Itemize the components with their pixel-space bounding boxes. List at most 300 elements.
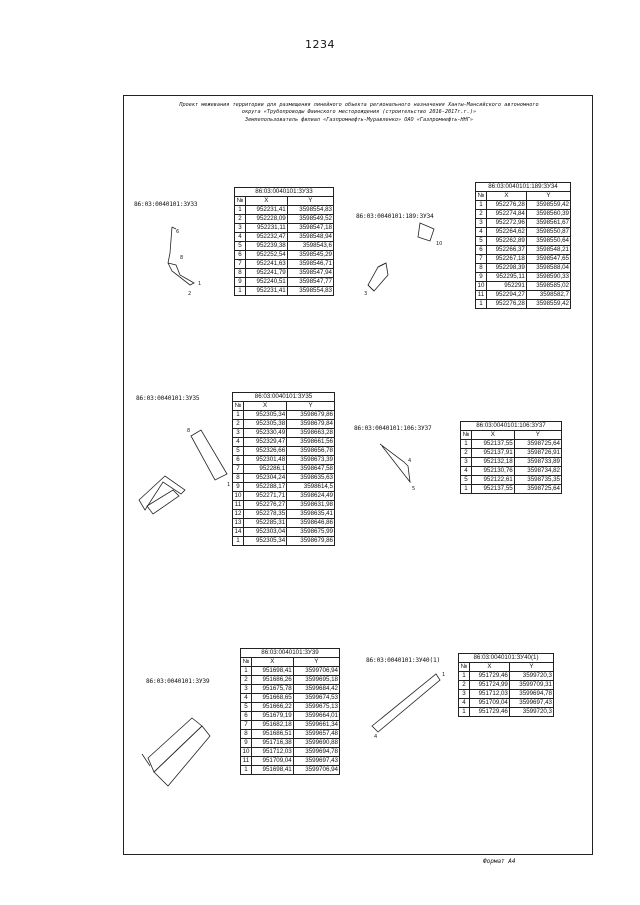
parcel-sketch-zu35	[135, 410, 235, 525]
point-number: 4	[233, 438, 244, 447]
point-number: 5	[476, 237, 487, 246]
table-row	[476, 255, 571, 264]
table-row	[233, 492, 335, 501]
point-number: 3	[235, 224, 246, 233]
coord-y: 3598548,21	[526, 246, 570, 255]
coord-x: 951686,51	[252, 730, 294, 739]
coord-x: 952241,63	[246, 260, 288, 269]
point-number: 4	[241, 694, 252, 703]
coord-x: 952122,61	[472, 476, 515, 485]
plot-label-zu33: 86:03:0040101:ЗУ33	[134, 201, 198, 208]
coord-y: 3598561,67	[526, 219, 570, 228]
coord-y: 3598582,7	[526, 291, 570, 300]
table-row	[241, 676, 340, 685]
coord-y: 3598624,49	[287, 492, 335, 501]
header-line-3: Землепользователь филиал «Газпромнефть-Муравленко» ОАО «Газпромнефть-ННГ»	[245, 117, 473, 123]
point-number: 7	[235, 260, 246, 269]
point-number: 5	[235, 242, 246, 251]
coord-y: 3598734,82	[514, 467, 561, 476]
coord-x: 952305,34	[244, 537, 287, 546]
header-line-1: Проект межевания территории для размещения линейного объекта регионального назначения Ханты-Мансийского автономного	[179, 102, 539, 108]
point-number: 14	[233, 528, 244, 537]
coord-x: 952274,84	[487, 210, 527, 219]
coord-x: 952241,79	[246, 269, 288, 278]
coord-x: 952231,41	[246, 287, 288, 296]
coord-x: 952295,11	[487, 273, 527, 282]
header-line-2: округа «Трубопроводы Фаинского месторождения (строительство 2016-2017г.г.)»	[241, 109, 477, 115]
svg-text:4: 4	[374, 734, 378, 738]
coord-x: 951686,26	[252, 676, 294, 685]
point-number: 2	[235, 215, 246, 224]
table-row	[459, 690, 554, 699]
coord-y: 3599694,78	[509, 690, 553, 699]
coord-y: 3598547,94	[287, 269, 333, 278]
coord-x: 951679,19	[252, 712, 294, 721]
coord-x: 951709,04	[470, 699, 510, 708]
coord-x: 952276,28	[487, 201, 527, 210]
coord-y: 3598675,99	[287, 528, 335, 537]
coord-y: 3599697,43	[293, 757, 339, 766]
table-row	[476, 237, 571, 246]
table-row	[241, 748, 340, 757]
table-row	[241, 730, 340, 739]
point-number: 10	[241, 748, 252, 757]
coord-x: 952267,18	[487, 255, 527, 264]
parcel-sketch-zu37	[370, 438, 430, 498]
coord-y: 3598559,42	[526, 201, 570, 210]
coord-x: 951724,99	[470, 681, 510, 690]
point-number: 4	[459, 699, 470, 708]
coord-x: 952278,35	[244, 510, 287, 519]
table-title: 86:03:0040101:ЗУ40(1)	[458, 653, 554, 662]
format-label: Формат А4	[483, 858, 516, 865]
point-number: 2	[459, 681, 470, 690]
point-number: 7	[476, 255, 487, 264]
coord-y: 3598590,33	[526, 273, 570, 282]
coord-x: 952137,91	[472, 449, 515, 458]
plot-label-zu40: 86:03:0040101:ЗУ40(1)	[366, 657, 441, 664]
coord-y: 3598547,18	[287, 224, 333, 233]
coord-y: 3599720,3	[509, 672, 553, 681]
point-number: 1	[461, 440, 472, 449]
coord-y: 3598656,78	[287, 447, 335, 456]
coord-y: 3598559,42	[526, 300, 570, 309]
coord-y: 3599684,42	[293, 685, 339, 694]
coord-y: 3598550,87	[526, 228, 570, 237]
point-number: 2	[233, 420, 244, 429]
point-number: 6	[235, 251, 246, 260]
coord-y: 3598679,84	[287, 420, 335, 429]
table-row	[476, 228, 571, 237]
coord-y: 3599690,88	[293, 739, 339, 748]
coord-x: 951712,03	[470, 690, 510, 699]
coord-x: 952271,71	[244, 492, 287, 501]
point-number: 9	[241, 739, 252, 748]
table-row	[476, 291, 571, 300]
table-row	[476, 219, 571, 228]
point-number: 9	[233, 483, 244, 492]
column-header: Y	[526, 192, 570, 201]
coord-x: 952286,1	[244, 465, 287, 474]
table-row	[461, 467, 562, 476]
table-row	[233, 501, 335, 510]
svg-text:1: 1	[442, 672, 446, 678]
coord-y: 3598635,63	[287, 474, 335, 483]
coord-y: 3598661,56	[287, 438, 335, 447]
coord-y: 3598554,83	[287, 287, 333, 296]
plot-label-zu37: 86:03:0040101:106:ЗУ37	[354, 425, 432, 432]
table-row	[233, 483, 335, 492]
table-row	[241, 703, 340, 712]
column-header: X	[246, 197, 288, 206]
coord-y: 3598647,58	[287, 465, 335, 474]
table-title: 86:03:0040101:106:ЗУ37	[460, 421, 562, 430]
svg-text:8: 8	[187, 428, 191, 434]
point-number: 9	[235, 278, 246, 287]
coord-y: 3599706,94	[293, 667, 339, 676]
point-number: 13	[233, 519, 244, 528]
coord-y: 3599664,01	[293, 712, 339, 721]
point-number: 3	[233, 429, 244, 438]
coord-x: 952231,11	[246, 224, 288, 233]
point-number: 1	[459, 672, 470, 681]
coord-x: 952304,24	[244, 474, 287, 483]
table-row	[233, 447, 335, 456]
coord-y: 3599661,34	[293, 721, 339, 730]
coord-y: 3598547,65	[526, 255, 570, 264]
coord-x: 952303,04	[244, 528, 287, 537]
coord-x: 952294,27	[487, 291, 527, 300]
table-row	[233, 528, 335, 537]
table-row	[235, 287, 334, 296]
column-header: №	[476, 192, 487, 201]
column-header: X	[244, 402, 287, 411]
coord-x: 952137,55	[472, 485, 515, 494]
coord-y: 3599675,13	[293, 703, 339, 712]
point-number: 1	[233, 411, 244, 420]
table-row	[235, 224, 334, 233]
coord-y: 3598614,5	[287, 483, 335, 492]
table-row	[461, 440, 562, 449]
table-header-row	[241, 658, 340, 667]
coord-y: 3598725,64	[514, 485, 561, 494]
column-header: X	[252, 658, 294, 667]
coord-table-zu33	[234, 187, 334, 296]
point-number: 1	[461, 485, 472, 494]
coord-x: 952132,18	[472, 458, 515, 467]
point-number: 11	[233, 501, 244, 510]
coord-y: 3599709,31	[509, 681, 553, 690]
coord-y: 3598588,04	[526, 264, 570, 273]
coord-table-zu39	[240, 648, 340, 775]
column-header: Y	[509, 663, 553, 672]
coord-y: 3599706,94	[293, 766, 339, 775]
table-row	[235, 233, 334, 242]
coord-x: 952298,39	[487, 264, 527, 273]
coord-y: 3598549,52	[287, 215, 333, 224]
table-row	[233, 438, 335, 447]
coord-x: 952130,76	[472, 467, 515, 476]
column-header: Y	[287, 197, 333, 206]
point-number: 1	[241, 667, 252, 676]
table-row	[233, 510, 335, 519]
coord-x: 951682,18	[252, 721, 294, 730]
table-row	[476, 264, 571, 273]
point-number: 9	[476, 273, 487, 282]
point-number: 4	[461, 467, 472, 476]
point-number: 1	[476, 300, 487, 309]
svg-text:10: 10	[436, 241, 443, 247]
page-number: 1234	[305, 38, 335, 51]
point-number: 8	[241, 730, 252, 739]
coord-x: 952264,62	[487, 228, 527, 237]
svg-text:1: 1	[198, 281, 202, 287]
point-number: 3	[459, 690, 470, 699]
coord-x: 952326,66	[244, 447, 287, 456]
parcel-sketch-zu39	[140, 710, 240, 795]
coord-y: 3598673,39	[287, 456, 335, 465]
table-row	[476, 282, 571, 291]
table-row	[476, 273, 571, 282]
point-number: 1	[235, 287, 246, 296]
table-row	[459, 699, 554, 708]
svg-text:6: 6	[176, 229, 180, 235]
coord-x: 952262,89	[487, 237, 527, 246]
table-row	[233, 411, 335, 420]
column-header: №	[233, 402, 244, 411]
table-row	[461, 458, 562, 467]
coord-x: 951698,41	[252, 667, 294, 676]
table-row	[235, 242, 334, 251]
coord-x: 951668,65	[252, 694, 294, 703]
point-number: 3	[461, 458, 472, 467]
table-row	[233, 429, 335, 438]
column-header: X	[470, 663, 510, 672]
table-row	[233, 420, 335, 429]
point-number: 7	[241, 721, 252, 730]
table-row	[241, 766, 340, 775]
plot-label-zu39: 86:03:0040101:ЗУ39	[146, 678, 210, 685]
coord-x: 952272,96	[487, 219, 527, 228]
parcel-sketch-zu40	[360, 668, 450, 738]
coord-y: 3599694,78	[293, 748, 339, 757]
point-number: 4	[476, 228, 487, 237]
table-row	[233, 465, 335, 474]
point-number: 3	[241, 685, 252, 694]
svg-text:8: 8	[180, 255, 184, 261]
table-row	[241, 739, 340, 748]
coord-y: 3598585,02	[526, 282, 570, 291]
table-row	[235, 278, 334, 287]
coord-y: 3598735,35	[514, 476, 561, 485]
column-header: Y	[514, 431, 561, 440]
table-row	[476, 201, 571, 210]
table-row	[459, 672, 554, 681]
coord-x: 952252,54	[246, 251, 288, 260]
column-header: X	[487, 192, 527, 201]
point-number: 6	[476, 246, 487, 255]
plot-label-zu34: 86:03:0040101:189:ЗУ34	[356, 213, 434, 220]
column-header: X	[472, 431, 515, 440]
coord-x: 952240,51	[246, 278, 288, 287]
coord-y: 3598548,94	[287, 233, 333, 242]
coord-x: 951709,04	[252, 757, 294, 766]
svg-text:2: 2	[188, 291, 192, 297]
coord-y: 3598546,71	[287, 260, 333, 269]
parcel-sketch-zu33	[150, 215, 220, 300]
coord-y: 3598663,28	[287, 429, 335, 438]
table-row	[241, 757, 340, 766]
point-number: 10	[233, 492, 244, 501]
coord-x: 951675,78	[252, 685, 294, 694]
point-number: 8	[235, 269, 246, 278]
table-row	[241, 721, 340, 730]
coord-y: 3598560,39	[526, 210, 570, 219]
table-title: 86:03:0040101:ЗУ35	[232, 392, 335, 401]
coord-x: 951666,22	[252, 703, 294, 712]
table-row	[461, 476, 562, 485]
coord-x: 952228,09	[246, 215, 288, 224]
svg-text:4: 4	[408, 458, 412, 464]
point-number: 2	[241, 676, 252, 685]
point-number: 10	[476, 282, 487, 291]
point-number: 11	[241, 757, 252, 766]
coord-table-zu34	[475, 182, 571, 309]
coord-y: 3599720,3	[509, 708, 553, 717]
coord-x: 952276,27	[244, 501, 287, 510]
svg-text:1: 1	[227, 482, 231, 488]
point-number: 4	[235, 233, 246, 242]
point-number: 1	[476, 201, 487, 210]
svg-text:3: 3	[364, 291, 368, 297]
table-row	[241, 694, 340, 703]
plot-label-zu35: 86:03:0040101:ЗУ35	[136, 395, 200, 402]
column-header: №	[241, 658, 252, 667]
coord-y: 3598646,86	[287, 519, 335, 528]
table-header-row	[461, 431, 562, 440]
coord-x: 951712,03	[252, 748, 294, 757]
table-header-row	[476, 192, 571, 201]
table-row	[476, 300, 571, 309]
coord-y: 3598679,86	[287, 411, 335, 420]
table-header-row	[233, 402, 335, 411]
point-number: 5	[461, 476, 472, 485]
table-row	[235, 260, 334, 269]
coord-y: 3598543,6	[287, 242, 333, 251]
point-number: 1	[459, 708, 470, 717]
point-number: 7	[233, 465, 244, 474]
table-row	[476, 246, 571, 255]
coord-x: 952330,49	[244, 429, 287, 438]
point-number: 11	[476, 291, 487, 300]
point-number: 1	[241, 766, 252, 775]
table-row	[459, 681, 554, 690]
column-header: №	[235, 197, 246, 206]
point-number: 2	[461, 449, 472, 458]
coord-x: 952291	[487, 282, 527, 291]
table-row	[241, 667, 340, 676]
parcel-sketch-zu34	[360, 215, 450, 305]
table-row	[233, 519, 335, 528]
point-number: 1	[233, 537, 244, 546]
coord-y: 3598733,89	[514, 458, 561, 467]
point-number: 2	[476, 210, 487, 219]
table-header-row	[235, 197, 334, 206]
coord-y: 3599657,48	[293, 730, 339, 739]
table-row	[233, 456, 335, 465]
table-row	[461, 449, 562, 458]
coord-x: 951716,38	[252, 739, 294, 748]
coord-y: 3598550,64	[526, 237, 570, 246]
point-number: 12	[233, 510, 244, 519]
coord-table-zu35	[232, 392, 335, 546]
coord-y: 3599695,18	[293, 676, 339, 685]
table-row	[241, 712, 340, 721]
coord-x: 951729,46	[470, 708, 510, 717]
point-number: 1	[235, 206, 246, 215]
coord-x: 952288,17	[244, 483, 287, 492]
coord-x: 952305,38	[244, 420, 287, 429]
table-title: 86:03:0040101:ЗУ33	[234, 187, 334, 196]
coord-y: 3598554,83	[287, 206, 333, 215]
table-title: 86:03:0040101:189:ЗУ34	[475, 182, 571, 191]
coord-table-zu40	[458, 653, 554, 717]
coord-x: 952285,31	[244, 519, 287, 528]
coord-y: 3598631,98	[287, 501, 335, 510]
table-row	[476, 210, 571, 219]
column-header: №	[459, 663, 470, 672]
coord-x: 951698,41	[252, 766, 294, 775]
table-row	[235, 269, 334, 278]
coord-y: 3598547,77	[287, 278, 333, 287]
coord-y: 3598725,64	[514, 440, 561, 449]
coord-x: 952305,34	[244, 411, 287, 420]
table-header-row	[459, 663, 554, 672]
table-row	[235, 206, 334, 215]
coord-x: 952231,41	[246, 206, 288, 215]
table-row	[233, 537, 335, 546]
point-number: 5	[233, 447, 244, 456]
coord-x: 952239,38	[246, 242, 288, 251]
coord-y: 3598726,91	[514, 449, 561, 458]
coord-x: 952137,55	[472, 440, 515, 449]
point-number: 6	[233, 456, 244, 465]
point-number: 8	[476, 264, 487, 273]
column-header: №	[461, 431, 472, 440]
coord-y: 3599697,43	[509, 699, 553, 708]
coord-x: 952276,28	[487, 300, 527, 309]
coord-table-zu37	[460, 421, 562, 494]
table-row	[235, 215, 334, 224]
coord-y: 3599674,53	[293, 694, 339, 703]
column-header: Y	[287, 402, 335, 411]
table-row	[233, 474, 335, 483]
table-row	[241, 685, 340, 694]
point-number: 6	[241, 712, 252, 721]
coord-x: 952232,47	[246, 233, 288, 242]
coord-y: 3598635,41	[287, 510, 335, 519]
coord-x: 952301,48	[244, 456, 287, 465]
table-row	[459, 708, 554, 717]
table-row	[461, 485, 562, 494]
column-header: Y	[293, 658, 339, 667]
coord-x: 951729,46	[470, 672, 510, 681]
table-row	[235, 251, 334, 260]
svg-text:5: 5	[412, 486, 416, 492]
coord-y: 3598545,29	[287, 251, 333, 260]
table-title: 86:03:0040101:ЗУ39	[240, 648, 340, 657]
point-number: 3	[476, 219, 487, 228]
